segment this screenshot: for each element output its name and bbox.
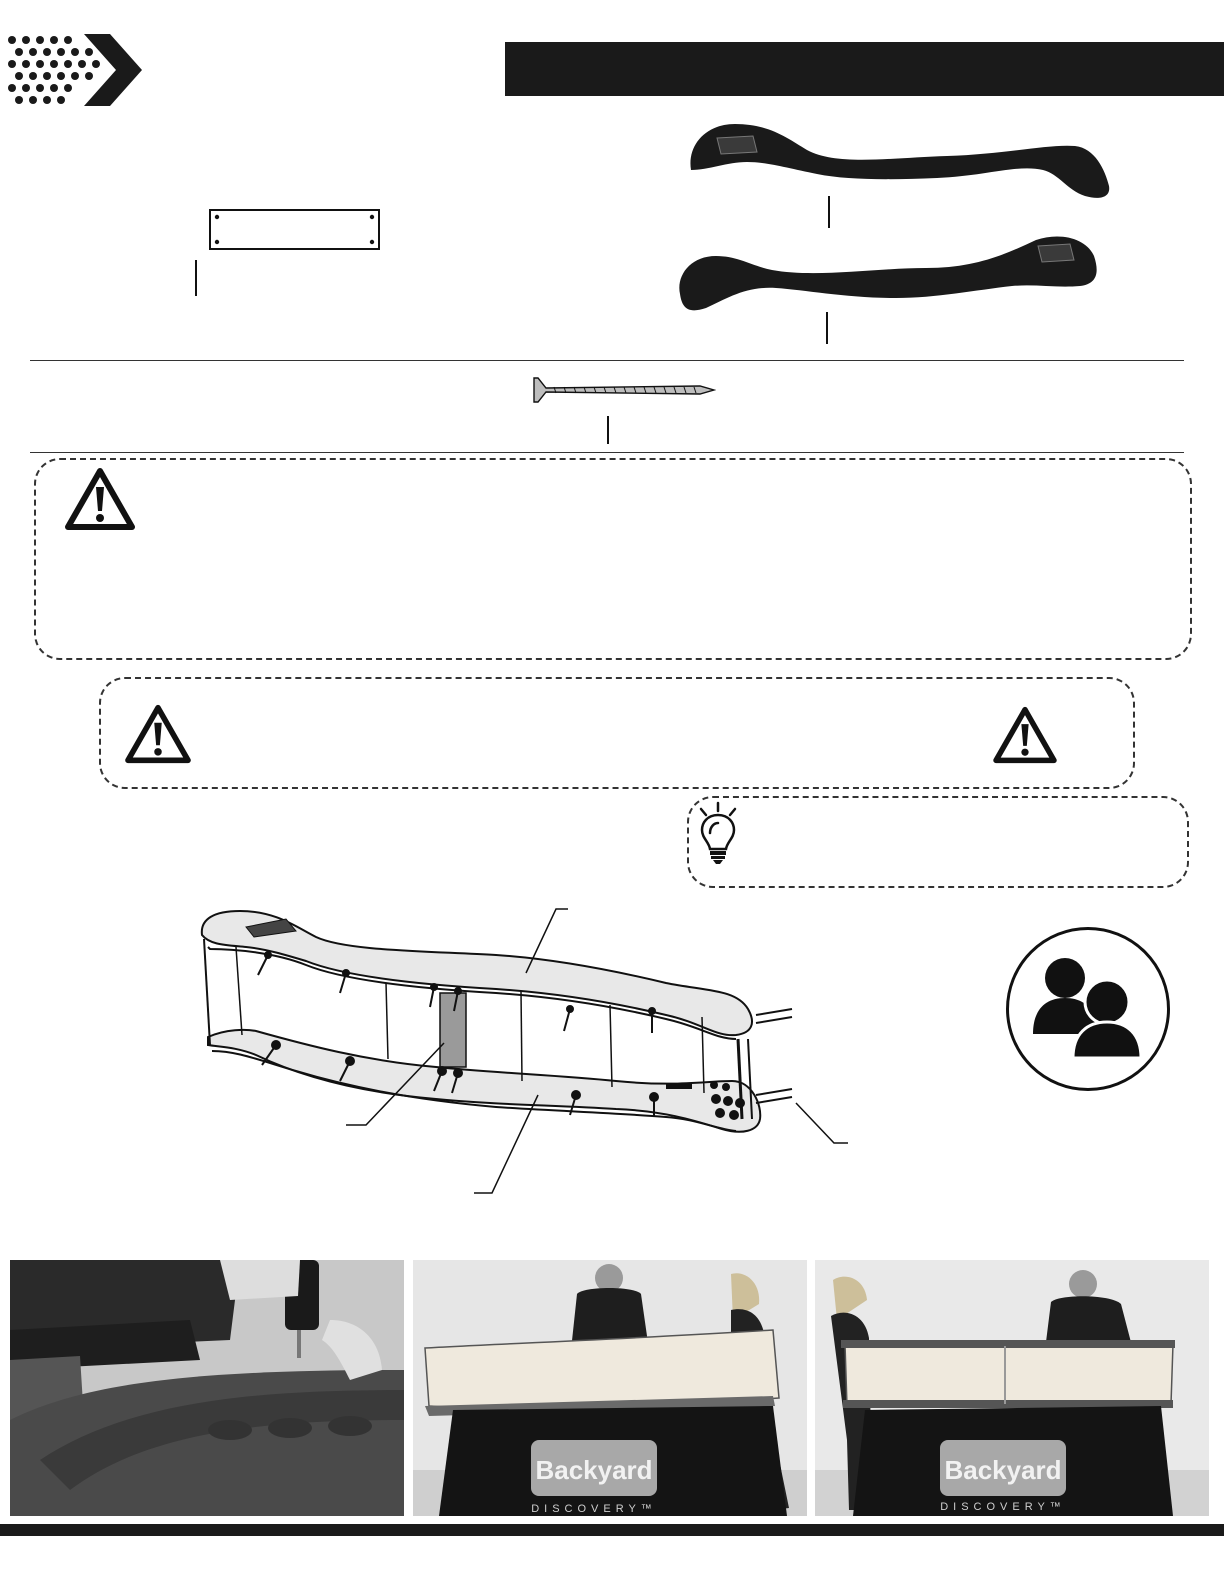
section-title-bar [505, 42, 1224, 96]
warning-box [34, 458, 1192, 660]
caution-box [99, 677, 1135, 789]
tablecloth-brand-subtext: DISCOVERY™ [940, 1501, 1066, 1513]
divider-line [30, 360, 1184, 361]
part-label-tick [607, 416, 609, 444]
part-label-tick [826, 312, 828, 344]
tablecloth-brand-text: Backyard [535, 1455, 653, 1485]
photo-two-people-lifting-rails [413, 1260, 807, 1516]
screw-part [532, 376, 716, 404]
part-label-tick [195, 260, 197, 296]
tablecloth-brand-text: Backyard [944, 1455, 1062, 1485]
tip-box [687, 796, 1189, 888]
slide-rail-right-part [676, 232, 1100, 316]
warning-triangle-icon [992, 706, 1058, 764]
slide-assembly-diagram [196, 905, 856, 1205]
footer-bar [0, 1524, 1224, 1536]
divider-line [30, 452, 1184, 453]
lightbulb-icon [693, 801, 743, 865]
warning-triangle-icon [124, 704, 192, 764]
brand-chevron-logo [6, 34, 142, 106]
part-label-tick [828, 196, 830, 228]
slide-rail-left-part [687, 118, 1111, 208]
warning-triangle-icon [64, 467, 136, 531]
photo-driving-screws [10, 1260, 404, 1516]
two-people-icon [1006, 927, 1170, 1091]
bracket-plate-part [209, 209, 381, 251]
tablecloth-brand-subtext: DISCOVERY™ [531, 1503, 657, 1515]
photo-assembled-rails [815, 1260, 1209, 1516]
